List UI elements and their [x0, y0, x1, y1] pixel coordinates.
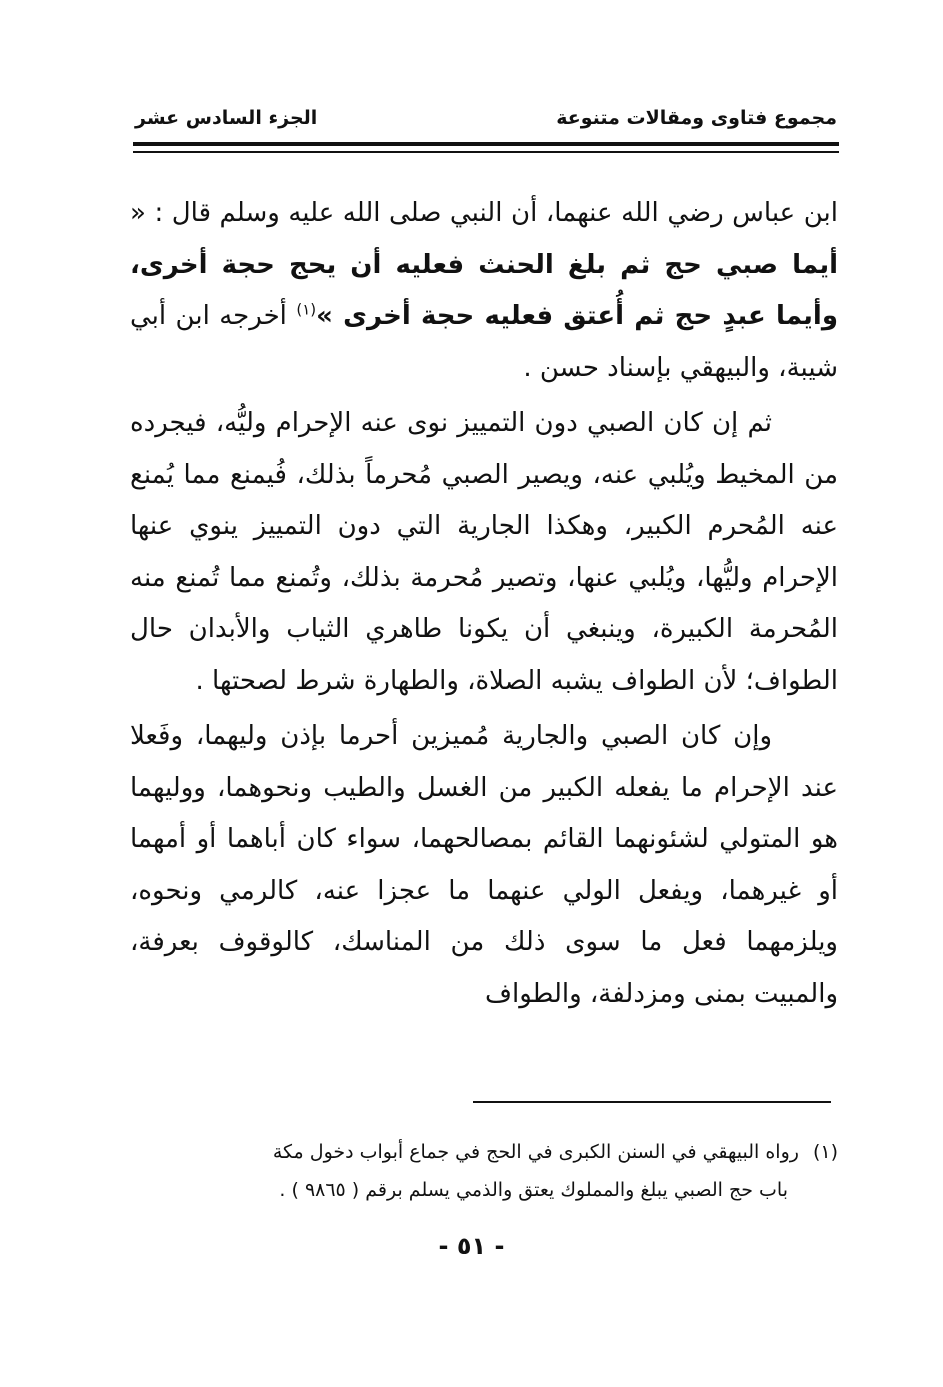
footnote-number: (١) [812, 1141, 838, 1163]
footnote [128, 1133, 838, 1209]
running-header [135, 100, 837, 136]
page-number: - ٥١ - [438, 1232, 505, 1260]
paragraph-non-discerning-child: ثم إن كان الصبي دون التمييز نوى عنه الإحرام وليُّه، فيجرده من المخيط ويُلبي عنه، ويصير الصبي مُحرماً بذلك، فُيمنع مما يُمنع عنه المُحرم الكبير، وهكذا الجارية التي دون التمييز ينوي عنها الإحرام وليُّها، ويُلبي عنها، وتصير مُحرمة بذلك، وتُمنع مما تُمنع منه المُحرمة الكبيرة، وينبغي أن يكونا طاهري الثياب والأبدان حال الطواف؛ لأن الطواف يشبه الصلاة، والطهارة شرط لصحتها . [130, 408, 838, 696]
footnote-line-1 [128, 1133, 838, 1171]
main-text [130, 188, 838, 1020]
header-rule-thin [133, 151, 839, 153]
hadith-outro: أخرجه ابن أبي شيبة، والبيهقي بإسناد حسن . [130, 301, 838, 383]
header-rule-thick [133, 142, 839, 146]
hadith-quote: أيما صبي حج ثم بلغ الحنث فعليه أن يحج حجة أخرى، وأيما عبدٍ حج ثم أُعتق فعليه حجة أخرى [130, 249, 838, 331]
hadith-quote-close: » [316, 301, 344, 331]
footnote-separator [473, 1101, 831, 1103]
paragraph-discerning-child: وإن كان الصبي والجارية مُميزين أحرما بإذن وليهما، وفَعلا عند الإحرام ما يفعله الكبير من الغسل والطيب ونحوهما، ووليهما هو المتولي لشئونهما القائم بمصالحهما، سواء كان أباهما أو أمهما أو غيرهما، ويفعل الولي عنهما ما عجزا عنه، كالرمي ونحوه، ويلزمهما فعل ما سوى ذلك من المناسك، كالوقوف بعرفة، والمبيت بمنى ومزدلفة، والطواف [130, 721, 838, 1009]
hadith-intro: ابن عباس رضي الله عنهما، أن النبي صلى الله عليه وسلم قال : « [130, 198, 838, 228]
volume-label: الجزء السادس عشر [135, 107, 318, 129]
footnote-reference: (١) [296, 300, 317, 319]
footnote-line-2: باب حج الصبي يبلغ والمملوك يعتق والذمي يسلم برقم ( ٩٨٦٥ ) . [279, 1179, 788, 1201]
book-title: مجموع فتاوى ومقالات متنوعة [556, 107, 837, 129]
paragraph-hadith [130, 188, 838, 394]
footnote-text-1: رواه البيهقي في السنن الكبرى في الحج في جماع أبواب دخول مكة [272, 1141, 799, 1163]
